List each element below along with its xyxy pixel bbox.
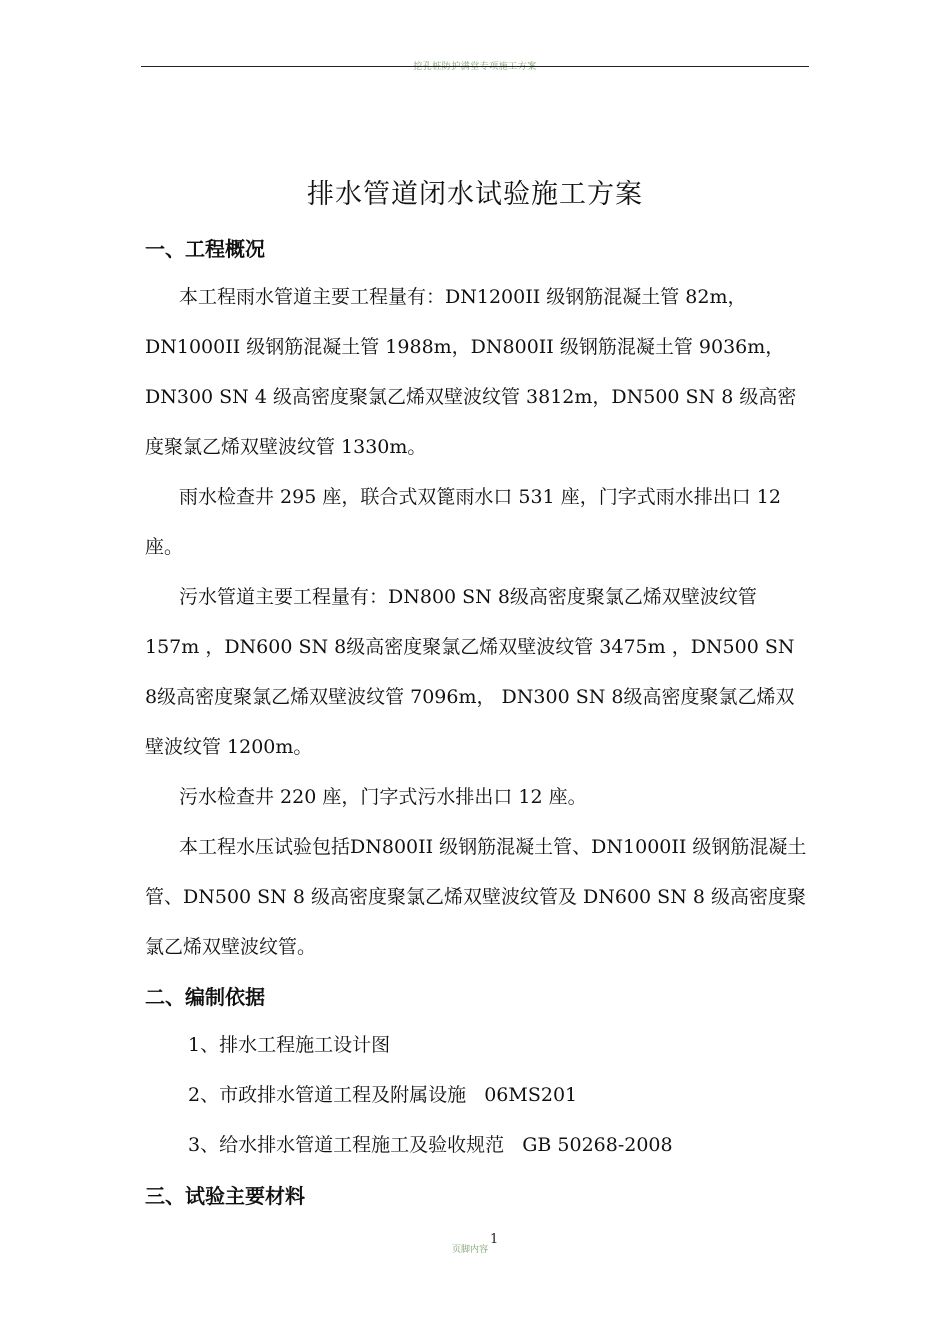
section-heading-overview: 一、工程概况 [145, 237, 265, 261]
paragraph-pressure-test: 本工程水压试验包括DN800II 级钢筋混凝土管、DN1000II 级钢筋混凝土管、DN500 SN 8 级高密度聚氯乙烯双壁波纹管及 DN600 SN 8 级高密度聚氯乙烯双壁波纹管。 [145, 836, 807, 958]
paragraph-rain-pipes: 本工程雨水管道主要工程量有：DN1200II 级钢筋混凝土管 82m，DN1000II 级钢筋混凝土管 1988m，DN800II 级钢筋混凝土管 9036m，DN300 SN 4 级高密度聚氯乙烯双壁波纹管 3812m，DN500 SN 8 级高密度聚氯乙烯双壁波纹管 1330m。 [145, 286, 797, 458]
basis-item: 2、市政排水管道工程及附属设施 06MS201 [188, 1084, 578, 1106]
page-header-text: 挖孔桩防护满堂专项施工方案 [413, 62, 537, 72]
page-number: 1 [490, 1232, 499, 1247]
basis-item: 3、给水排水管道工程施工及验收规范 GB 50268-2008 [188, 1134, 673, 1156]
paragraph-rain-wells: 雨水检查井 295 座，联合式双篦雨水口 531 座，门字式雨水排出口 12 座。 [145, 486, 781, 558]
section-heading-basis: 二、编制依据 [145, 985, 265, 1009]
footer-label: 页脚内容 [452, 1245, 489, 1255]
header-divider [141, 66, 809, 67]
document-title: 排水管道闭水试验施工方案 [307, 179, 643, 210]
paragraph-sewage-pipes: 污水管道主要工程量有：DN800 SN 8级高密度聚氯乙烯双壁波纹管 157m ，DN600 SN 8级高密度聚氯乙烯双壁波纹管 3475m ，DN500 SN 8级高密度聚氯乙烯双壁波纹管 7096m， DN300 SN 8级高密度聚氯乙烯双壁波纹管 1200m。 [145, 586, 795, 758]
paragraph-sewage-wells: 污水检查井 220 座，门字式污水排出口 12 座。 [179, 786, 587, 808]
basis-item: 1、排水工程施工设计图 [188, 1034, 391, 1056]
section-heading-materials: 三、试验主要材料 [145, 1184, 305, 1208]
